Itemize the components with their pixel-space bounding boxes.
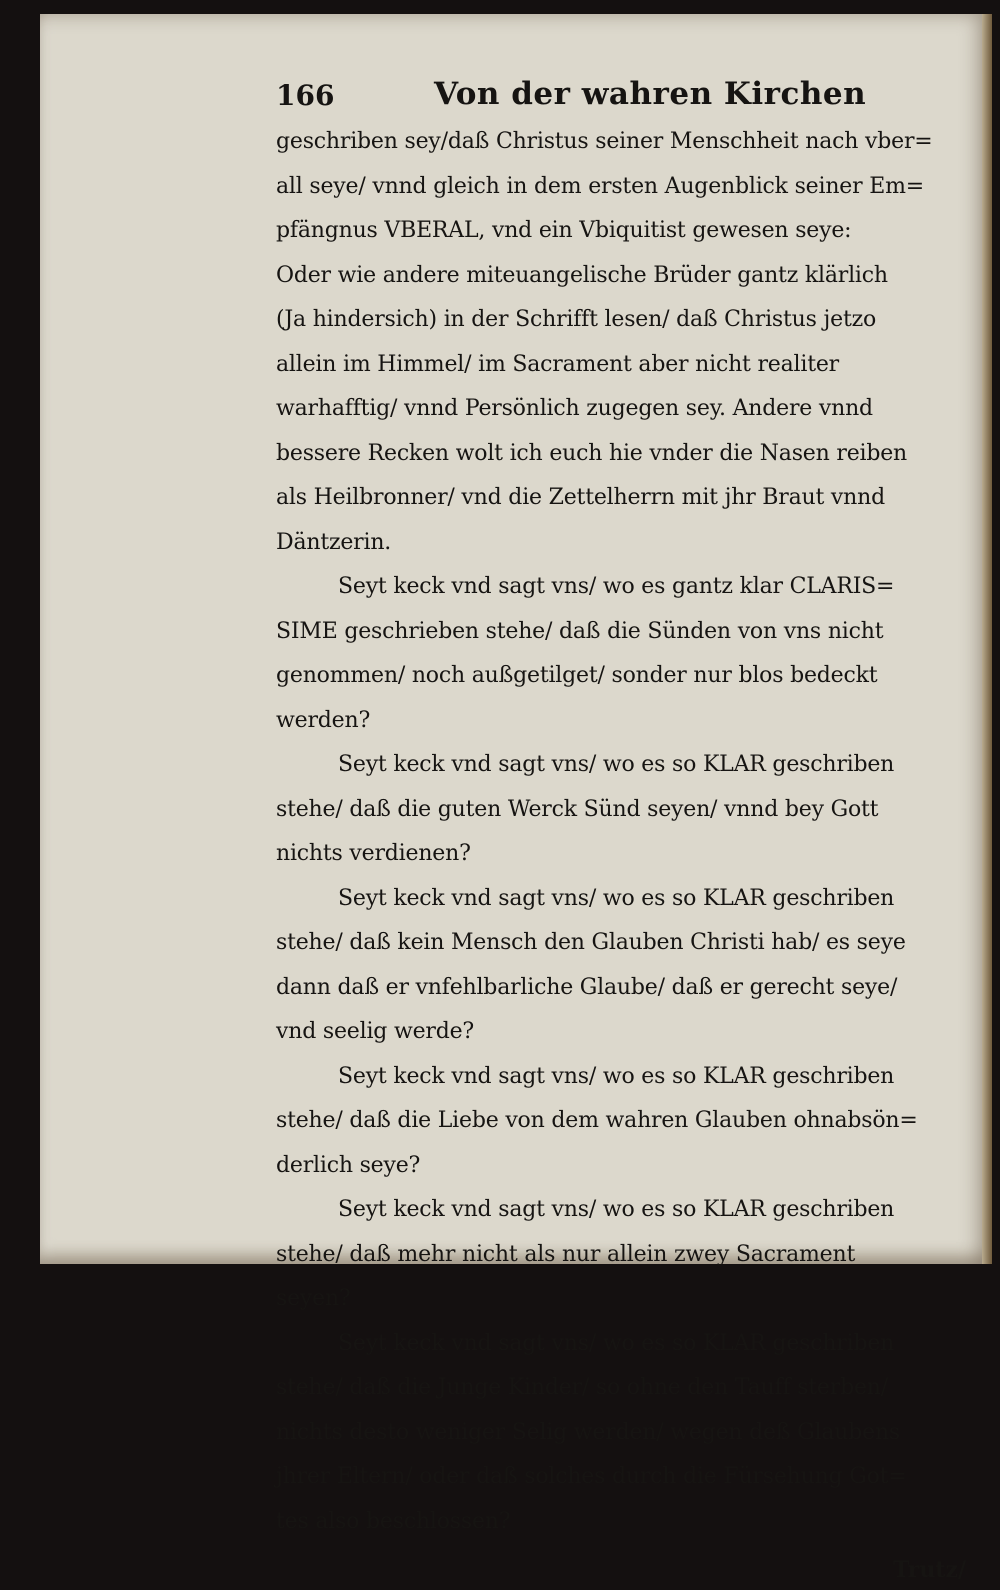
text-line: (Ja hindersich) in der Schrifft lesen/ daß Christus jetzo [276, 307, 877, 332]
page-edge [982, 14, 992, 1264]
text-line: pfängnus VBERAL, vnd ein Vbiquitist gewesen seye: [276, 218, 852, 243]
text-line: derlich seye? [276, 1152, 421, 1178]
text-line: Däntzerin. [276, 529, 392, 555]
page-number: 166 [276, 79, 335, 112]
text-line: stehe/ daß die guten Werck Sünd seyen/ vnnd bey Gott [276, 796, 879, 822]
text-line: stehe/ daß die Junge Kinder/ so ohne den Tauff sterben/ [276, 1375, 888, 1400]
text-line: allein im Himmel/ im Sacrament aber nicht realiter [276, 351, 839, 377]
text-line: jhrer Eltern/ oder daß solches durch die Fürsehung Got= [276, 1464, 907, 1489]
text-line: all seye/ vnnd gleich in dem ersten Augenblick seiner Em= [276, 173, 924, 199]
text-line: stehe/ daß mehr nicht als nur allein zwey Sacrament [276, 1241, 856, 1267]
text-line: seyen? [276, 1286, 351, 1311]
text-line: Seyt keck vnd sagt vns/ wo es so KLAR geschriben [338, 752, 895, 777]
book-page [40, 14, 992, 1583]
text-line: geschriben sey/daß Christus seiner Menschheit nach vber= [276, 129, 933, 154]
text-line: Seyt keck vnd sagt vns/ wo es gantz klar CLARIS= [338, 574, 895, 599]
text-line: stehe/ daß die Liebe von dem wahren Glauben ohnabsön= [276, 1108, 918, 1133]
text-line: warhafftig/ vnnd Persönlich zugegen sey. Andere vnnd [276, 396, 873, 421]
text-line: stehe/ daß kein Mensch den Glauben Christi hab/ es seye [276, 930, 906, 955]
text-line: nichts desto weniger Selig werden/ wegen deß Glaubens [276, 1419, 901, 1445]
catchword: Trutz/ [892, 1557, 966, 1583]
text-line: als Heilbronner/ vnd die Zettelherrn mit jhr Braut vnnd [276, 485, 885, 510]
text-block [276, 72, 976, 1590]
text-line: vnd seelig werde? [276, 1019, 475, 1044]
text-line: Seyt keck vnd sagt vns/ wo es so KLAR geschriben [338, 885, 895, 911]
running-title: Von der wahren Kirchen [434, 76, 867, 112]
text-line: dann daß er vnfehlbarliche Glaube/ daß er gerecht seye/ [276, 974, 898, 1000]
text-line: Seyt keck vnd sagt vns/ wo es so KLAR geschriben [338, 1197, 895, 1222]
text-line: genommen/ noch außgetilget/ sonder nur blos bedeckt [276, 663, 878, 688]
text-line: Seyt keck vnd sagt vns/ wo es so KLAR geschriben [338, 1063, 895, 1089]
text-line: nichts verdienen? [276, 841, 471, 866]
body-text [276, 120, 976, 1544]
text-line: Seyt keck vnd sagt vns/ wo es so KLAR geschriben [338, 1330, 895, 1356]
text-line: werden? [276, 707, 371, 733]
text-line: Oder wie andere miteuangelische Brüder gantz klärlich [276, 262, 888, 288]
running-head [276, 72, 976, 120]
text-line: bessere Recken wolt ich euch hie vnder die Nasen reiben [276, 440, 908, 466]
text-line: SIME geschrieben stehe/ daß die Sünden von vns nicht [276, 618, 884, 644]
text-line: tes also beschlossen? [276, 1508, 511, 1534]
